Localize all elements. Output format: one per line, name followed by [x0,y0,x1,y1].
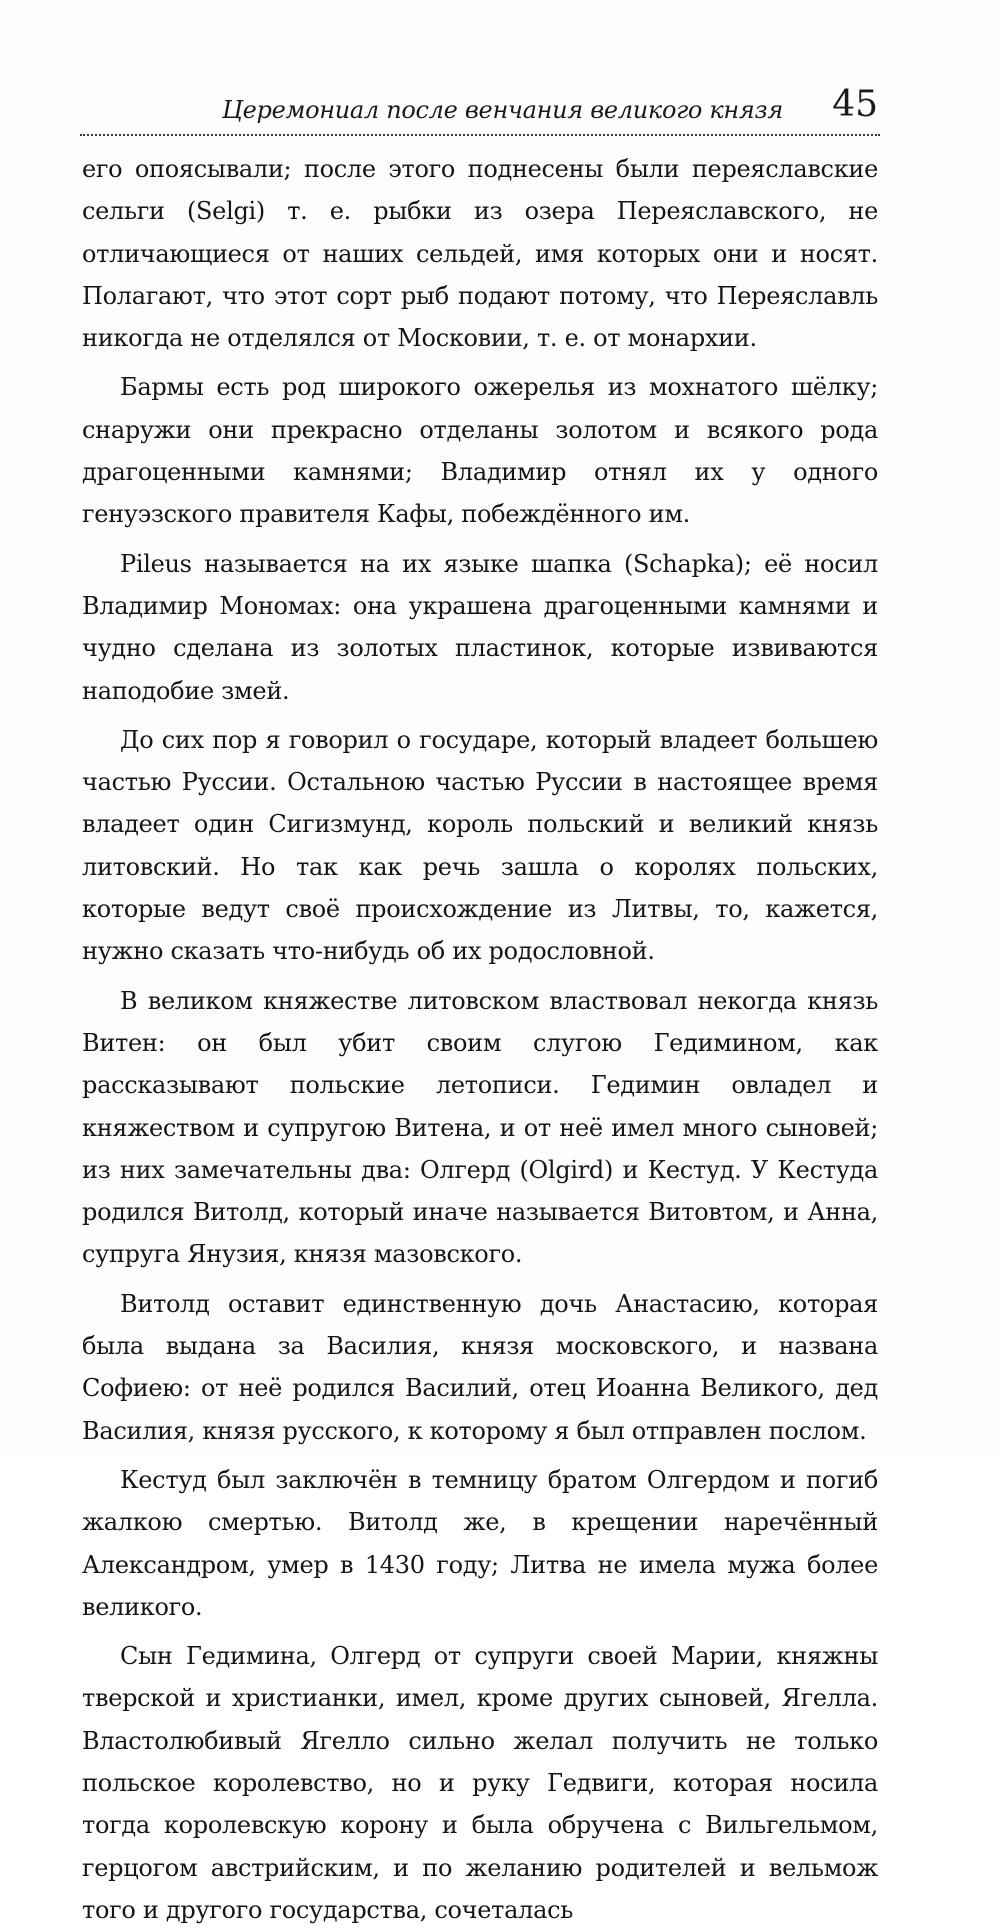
paragraph: его опоясывали; после этого поднесены были переяславские сельги (Selgi) т. е. рыбки из озера Переяславского, не отличающиеся от наших сельдей, имя которых они и носят. Полагают, что этот сорт рыб подают потому, что Переяславль никогда не отделялся от Московии, т. е. от монархии. [82,155,878,353]
paragraph: Кестуд был заключён в темницу братом Олгердом и погиб жалкою смертью. Витолд же, в крещении наречённый Александром, умер в 1430 году; Литва не имела мужа более великого. [82,1465,878,1621]
paragraph: До сих пор я говорил о государе, который владеет большею частью Руссии. Остальною частью Руссии в настоящее время владеет один Сигизмунд, король польский и великий князь литовский. Но так как речь зашла о королях польских, которые ведут своё происхождение из Литвы, то, кажется, нужно сказать что-нибудь об их родословной. [82,725,878,966]
paragraph: Pileus называется на их языке шапка (Schapka); её носил Владимир Мономах: она украшена драгоценными камнями и чудно сделана из золотых пластинок, которые извиваются наподобие змей. [82,549,878,705]
running-title: Церемониал после венчания великого князя [222,96,783,124]
paragraph: В великом княжестве литовском властвовал некогда князь Витен: он был убит своим слугою Гедимином, как рассказывают польские летописи. Гедимин овладел и княжеством и супругою Витена, и от неё имел много сыновей; из них замечательны два: Олгерд (Olgird) и Кестуд. У Кестуда родился Витолд, который иначе называется Витовтом, и Анна, супруга Янузия, князя мазовского. [82,986,878,1269]
page-header [80,78,880,136]
paragraph: Сын Гедимина, Олгерд от супруги своей Марии, княжны тверской и христианки, имел, кроме других сыновей, Ягелла. Властолюбивый Ягелло сильно желал получить не только польское королевство, но и руку Гедвиги, которая носила тогда королевскую корону и была обручена с Вильгельмом, герцогом австрийским, и по желанию родителей и вельмож того и другого государства, сочеталась [82,1642,878,1924]
paragraph: Витолд оставит единственную дочь Анастасию, которая была выдана за Василия, князя московского, и названа Софиею: от неё родился Василий, отец Иоанна Великого, дед Василия, князя русского, к которому я был отправлен послом. [82,1289,878,1445]
body-text [82,148,878,1931]
page-number: 45 [832,84,878,125]
paragraph: Бармы есть род широкого ожерелья из мохнатого шёлку; снаружи они прекрасно отделаны золотом и всякого рода драгоценными камнями; Владимир отнял их у одного генуэзского правителя Кафы, побеждённого им. [82,373,878,529]
